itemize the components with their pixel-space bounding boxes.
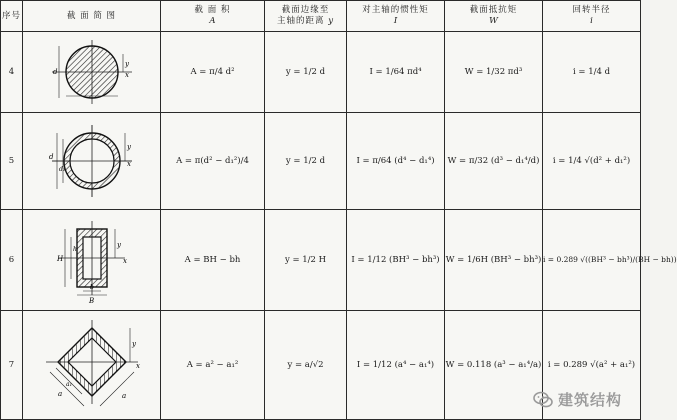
radius-formula: i = 1/4 d	[543, 32, 641, 113]
inertia-formula: I = 1/12 (a⁴ − a₁⁴)	[347, 311, 445, 420]
header-radius: 回转半径 i	[543, 1, 641, 32]
svg-text:d: d	[52, 68, 57, 76]
modulus-formula: W = 1/32 πd³	[445, 32, 543, 113]
header-modulus: 截面抵抗矩 W	[445, 1, 543, 32]
header-area: 截 面 积 A	[161, 1, 265, 32]
table-row	[1, 113, 641, 210]
svg-text:y: y	[126, 143, 131, 151]
edge-formula: y = 1/2 d	[265, 113, 347, 210]
hollow-circle-section-drawing	[37, 119, 147, 203]
row-number: 4	[1, 32, 23, 113]
svg-text:a₁: a₁	[65, 381, 72, 388]
area-formula-text: A = π/4 d²	[190, 66, 235, 77]
diagram-hollow-diamond	[23, 311, 161, 420]
row-number: 7	[1, 311, 23, 420]
svg-text:h: h	[72, 246, 77, 253]
edge-formula: y = 1/2 H	[265, 210, 347, 311]
wechat-icon	[533, 391, 553, 409]
header-edge-line2: 主轴的距离 y	[276, 16, 335, 26]
watermark-text: 建筑结构	[557, 391, 622, 409]
area-formula: A = BH − bh	[161, 210, 265, 311]
diagram-solid-circle	[23, 32, 161, 113]
radius-formula: i = 0.289 √(a² + a₁²)	[543, 311, 641, 420]
edge-formula: y = 1/2 d	[265, 32, 347, 113]
svg-text:y: y	[124, 60, 129, 68]
hollow-rectangle-section-drawing	[37, 215, 147, 305]
radius-formula: i = 0.289 √((BH³ − bh³)/(BH − bh))	[543, 210, 641, 311]
table-row	[1, 210, 641, 311]
modulus-formula: W = 0.118 (a³ − a₁⁴/a)	[445, 311, 543, 420]
row-number: 5	[1, 113, 23, 210]
modulus-formula: W = π/32 (d³ − d₁⁴/d)	[445, 113, 543, 210]
edge-formula: y = a/√2	[265, 311, 347, 420]
svg-text:b: b	[89, 284, 94, 291]
svg-text:x: x	[124, 71, 129, 79]
hollow-diamond-section-drawing	[32, 316, 152, 414]
table-row	[1, 32, 641, 113]
header-row	[1, 1, 641, 32]
svg-text:B: B	[88, 297, 94, 305]
svg-text:H: H	[56, 255, 63, 263]
area-formula: A = a² − a₁²	[161, 311, 265, 420]
header-inertia: 对主轴的惯性矩 I	[347, 1, 445, 32]
svg-text:x: x	[122, 257, 127, 265]
diagram-hollow-circle	[23, 113, 161, 210]
inertia-formula: I = 1/12 (BH³ − bh³)	[347, 210, 445, 311]
header-edge-distance: 截面边缘至 主轴的距离 y	[265, 1, 347, 32]
diagram-hollow-rectangle	[23, 210, 161, 311]
svg-text:y: y	[116, 241, 121, 249]
svg-text:a: a	[57, 390, 62, 398]
modulus-formula: W = 1/6H (BH³ − bh³)	[445, 210, 543, 311]
row-number: 6	[1, 210, 23, 311]
svg-text:x: x	[135, 362, 140, 370]
svg-text:d: d	[48, 153, 53, 161]
svg-text:x: x	[126, 160, 131, 168]
inertia-formula: I = π/64 (d⁴ − d₁⁴)	[347, 113, 445, 210]
header-diagram: 截 面 简 图	[23, 1, 161, 32]
area-formula	[161, 32, 265, 113]
radius-formula: i = 1/4 √(d² + d₁²)	[543, 113, 641, 210]
inertia-formula: I = 1/64 πd⁴	[347, 32, 445, 113]
svg-text:a: a	[121, 392, 126, 400]
solid-circle-section-drawing	[37, 36, 147, 108]
svg-text:d₁: d₁	[58, 166, 65, 173]
header-no: 序号	[1, 1, 23, 32]
area-formula: A = π(d² − d₁²)/4	[161, 113, 265, 210]
svg-text:y: y	[131, 340, 136, 348]
watermark	[533, 389, 622, 410]
